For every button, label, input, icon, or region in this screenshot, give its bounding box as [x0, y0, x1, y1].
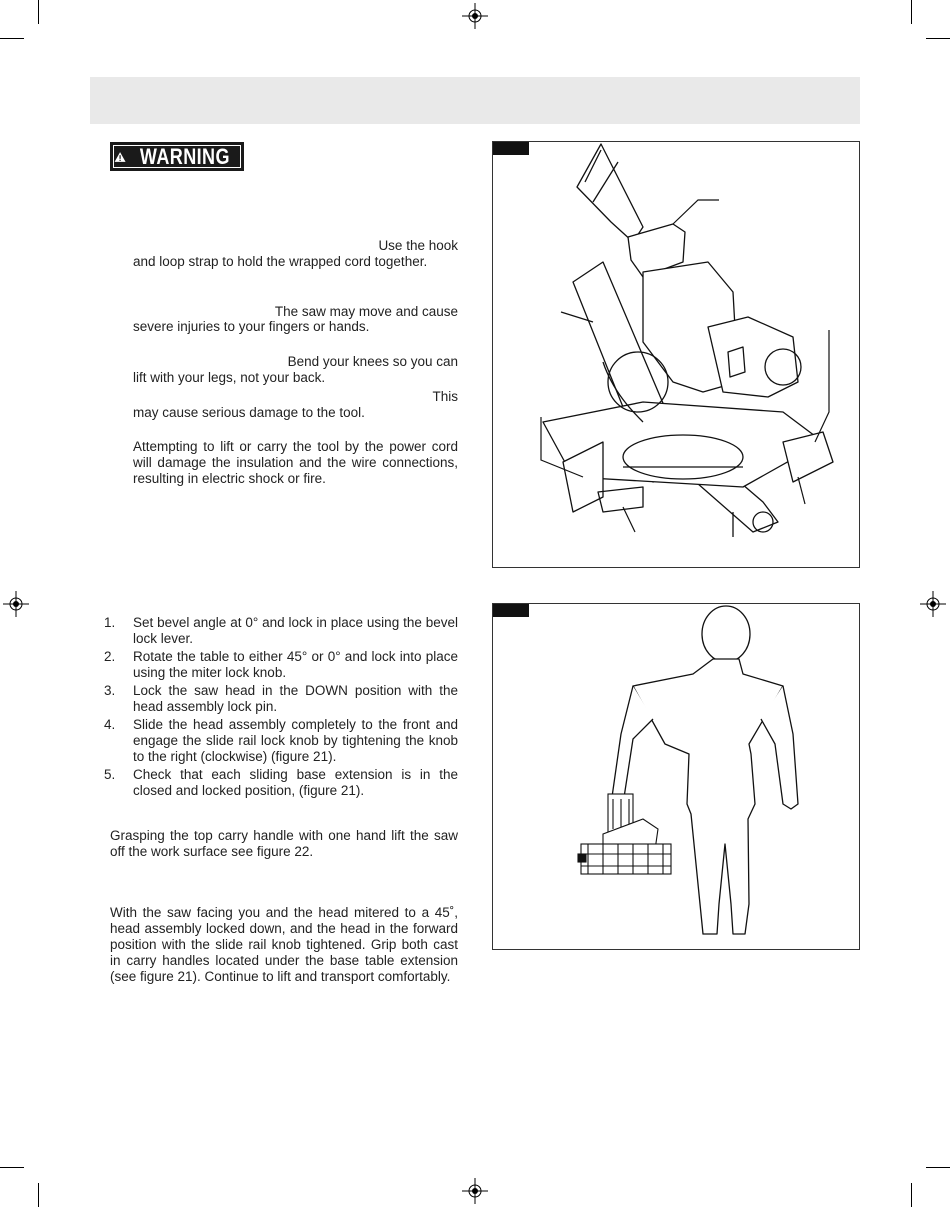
warning-item-trail: The saw may move and cause — [274, 304, 458, 319]
warning-triangle-icon — [114, 148, 126, 166]
warning-badge — [110, 142, 244, 171]
figure-22-box — [492, 603, 860, 950]
warning-item: may cause serious damage to the tool. — [133, 405, 365, 420]
registration-mark-icon — [462, 1178, 488, 1204]
warning-item: lift with your legs, not your back. — [133, 370, 326, 385]
figure-21-box — [492, 141, 860, 568]
warning-item-trail: Bend your knees so you can — [287, 354, 458, 369]
steps-list — [104, 615, 458, 801]
warning-label: WARNING — [140, 143, 231, 169]
warning-item: severe injuries to your fingers or hands. — [133, 319, 370, 334]
list-item: 5. Check that each sliding base extension is in the closed and locked position, (figure 21). — [104, 767, 458, 798]
list-item: 2. Rotate the table to either 45° or 0° and lock into place using the miter lock knob. — [104, 649, 458, 680]
crop-mark — [38, 0, 39, 24]
registration-mark-icon — [462, 3, 488, 29]
list-item: 1. Set bevel angle at 0° and lock in place using the bevel lock lever. — [104, 615, 458, 646]
crop-mark — [0, 38, 24, 39]
warning-item: and loop strap to hold the wrapped cord together. — [133, 254, 428, 269]
carry-two-hand-paragraph: With the saw facing you and the head mitered to a 45˚, head assembly locked down, and the head in the forward position with the slide rail knob tightened. Grip both cast in carry handles located under the base table extension (see figure 21). Continue to lift and transport comfortably. — [110, 905, 458, 984]
registration-mark-icon — [920, 591, 946, 617]
person-carrying-saw-illustration — [493, 604, 859, 949]
warning-item-trail: This — [432, 389, 458, 404]
list-item: 4. Slide the head assembly completely to the front and engage the slide rail lock knob by tightening the knob to the right (clockwise) (figure 21). — [104, 717, 458, 764]
crop-mark — [926, 1167, 950, 1168]
warning-item-trail: Use the hook — [378, 238, 458, 253]
warning-item: Attempting to lift or carry the tool by the power cord will damage the insulation and the wire connections, resulting in electric shock or fire. — [133, 439, 458, 486]
crop-mark — [0, 1167, 24, 1168]
crop-mark — [911, 0, 912, 24]
carry-one-hand-paragraph: Grasping the top carry handle with one hand lift the saw off the work surface see figure 22. — [110, 828, 458, 859]
miter-saw-illustration — [493, 142, 859, 567]
registration-mark-icon — [3, 591, 29, 617]
section-header-band — [90, 77, 860, 124]
crop-mark — [926, 38, 950, 39]
crop-mark — [911, 1183, 912, 1207]
list-item: 3. Lock the saw head in the DOWN position with the head assembly lock pin. — [104, 683, 458, 714]
crop-mark — [38, 1183, 39, 1207]
